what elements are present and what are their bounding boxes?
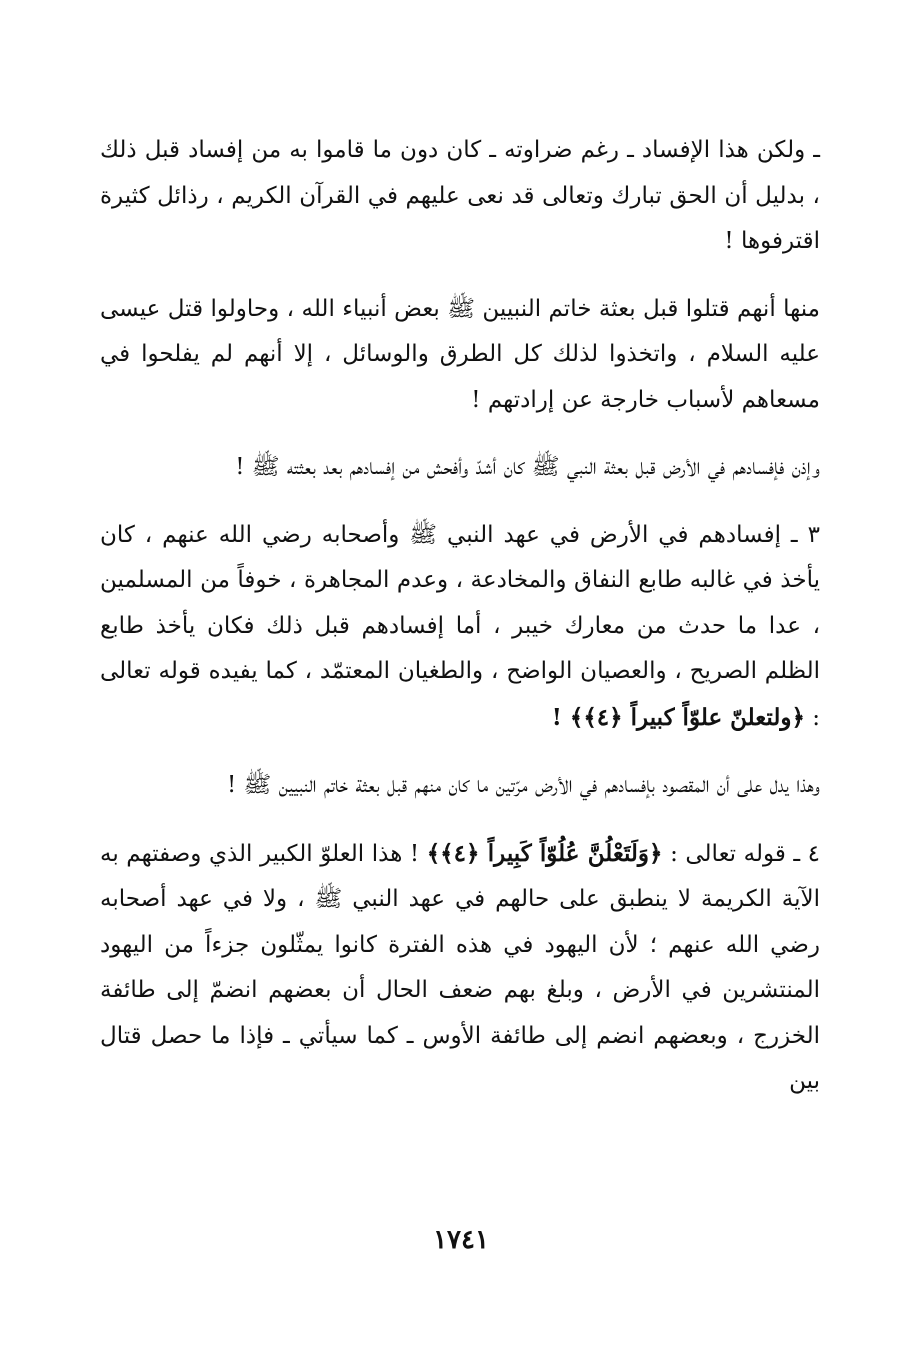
paragraph-5-text: وهذا يدل على أن المقصود بإفسادهم في الأرض مرّتين ما كان منهم قبل بعثة خاتم النبيين ﷺ ! <box>227 772 820 798</box>
paragraph-6-text: ! هذا العلوّ الكبير الذي وصفتهم به الآية الكريمة لا ينطبق على حالهم في عهد النبي ﷺ ، ولا في عهد أصحابه رضي الله عنهم ؛ لأن اليهود في هذه الفترة كانوا يمثّلون جزءاً من اليهود المنتشرين في الأرض ، وبلغ بهم ضعف الحال أن بعضهم انضمّ إلى طائفة الخزرج ، وبعضهم انضم إلى طائفة الأوس ـ كما سيأتي ـ فإذا ما حصل قتال بين <box>100 840 820 1094</box>
paragraph-3 <box>100 445 820 491</box>
quran-verse: ﴿ولتعلنّ علوّاً كبيراً ﴿٤﴾﴾ ! <box>551 703 805 731</box>
paragraph-4 <box>100 513 820 742</box>
paragraph-1-text: ـ ولكن هذا الإفساد ـ رغم ضراوته ـ كان دون ما قاموا به من إفساد قبل ذلك ، بدليل أن الحق تبارك وتعالى قد نعى عليهم في القرآن الكريم ، رذائل كثيرة اقترفوها ! <box>100 137 820 254</box>
paragraph-6 <box>100 831 820 1105</box>
paragraph-2-text: منها أنهم قتلوا قبل بعثة خاتم النبيين ﷺ بعض أنبياء الله ، وحاولوا قتل عيسى عليه السلام ، واتخذوا لذلك كل الطرق والوسائل ، إلا أنهم لم يفلحوا في مسعاهم لأسباب خارجة عن إرادتهم ! <box>100 295 820 413</box>
page-number: ١٧٤١ <box>433 1225 489 1255</box>
paragraph-3-text: وإذن فإفسادهم في الأرض قبل بعثة النبي ﷺ كان أشدّ وأفحش من إفسادهم بعد بعثته ﷺ ! <box>235 454 820 480</box>
paragraph-2 <box>100 287 820 424</box>
paragraph-5 <box>100 763 820 809</box>
paragraph-1 <box>100 128 820 265</box>
quran-verse: ﴿وَلَتَعْلُنَّ عُلُوّاً كَبِيراً ﴿٤﴾﴾ <box>426 839 663 867</box>
paragraph-6-lead: ٤ ـ قوله تعالى : <box>670 840 821 867</box>
paragraph-4-text: ٣ ـ إفسادهم في الأرض في عهد النبي ﷺ وأصحابه رضي الله عنهم ، كان يأخذ في غالبه طابع النفاق والمخادعة ، وعدم المجاهرة ، خوفاً من المسلمين ، عدا ما حدث من معارك خيبر ، أما إفسادهم قبل ذلك فكان يأخذ طابع الظلم الصريح ، والعصيان الواضح ، والطغيان المعتمّد ، كما يفيده قوله تعالى : <box>100 521 820 731</box>
